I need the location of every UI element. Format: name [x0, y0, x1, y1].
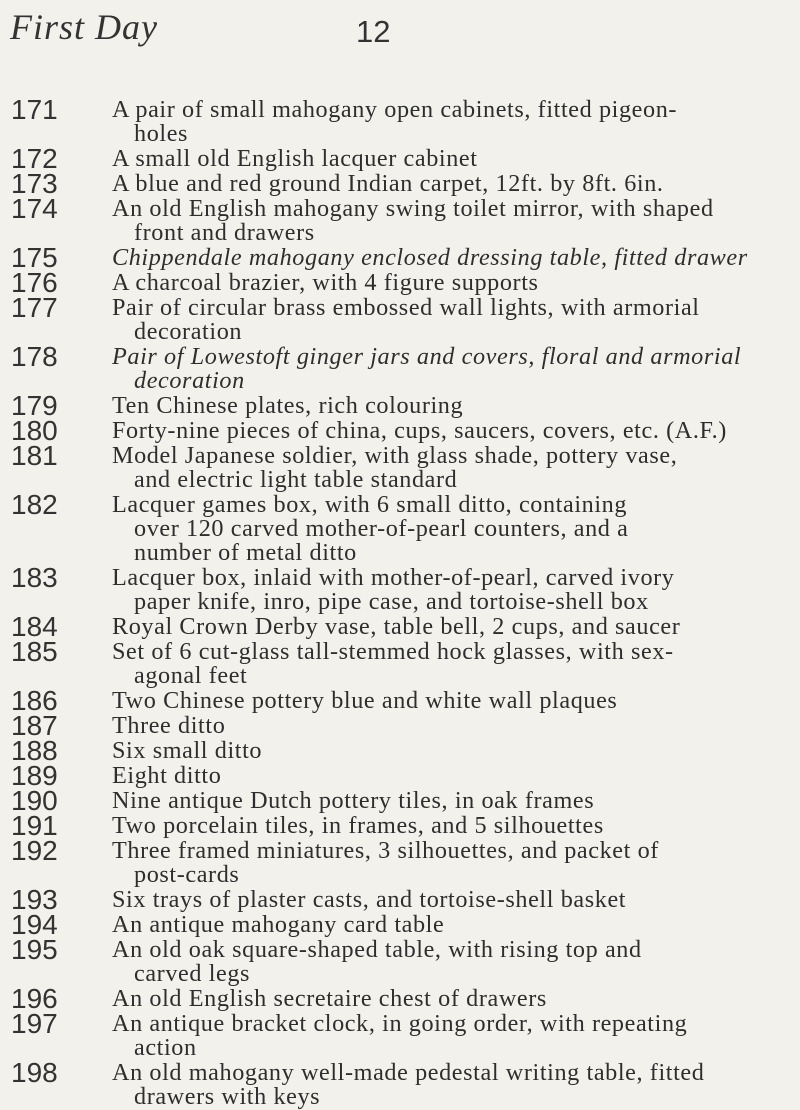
lot-description-line: front and drawers	[134, 219, 315, 246]
lot-description-line: holes	[134, 120, 189, 147]
lot-description-line: carved legs	[134, 960, 251, 987]
page-title: First Day	[10, 7, 158, 47]
lot-description	[112, 566, 792, 614]
lot-number: 174	[11, 193, 58, 224]
lot-number: 187	[11, 710, 58, 741]
lot-number: 179	[11, 390, 58, 421]
lot-description-line: action	[134, 1034, 197, 1061]
lot-entry	[0, 710, 800, 741]
lot-description	[112, 764, 792, 788]
lot-entry	[0, 785, 800, 816]
lot-description	[112, 615, 792, 639]
lot-number: 171	[11, 94, 58, 125]
lot-entry	[0, 909, 800, 940]
lot-entry	[0, 983, 800, 1014]
lot-entry	[0, 1057, 800, 1110]
lot-description	[112, 444, 792, 492]
lot-number: 192	[11, 835, 58, 866]
lot-description-line: An antique mahogany card table	[112, 911, 445, 938]
lot-description-line: An old mahogany well-made pedestal writing table, fitted	[112, 1059, 705, 1086]
lot-description	[112, 814, 792, 838]
lot-description	[112, 689, 792, 713]
lot-description-line: decoration	[134, 367, 245, 394]
lot-entry	[0, 292, 800, 345]
lot-entry	[0, 562, 800, 615]
lot-number: 197	[11, 1008, 58, 1039]
lot-number: 191	[11, 810, 58, 841]
lot-description-line: Three framed miniatures, 3 silhouettes, and packet of	[112, 837, 659, 864]
lot-description-line: A small old English lacquer cabinet	[112, 145, 478, 172]
lot-description	[112, 888, 792, 912]
lot-number: 173	[11, 168, 58, 199]
lot-description-line: Eight ditto	[112, 762, 222, 789]
lot-entry	[0, 267, 800, 298]
lot-description-line: Two Chinese pottery blue and white wall plaques	[112, 687, 618, 714]
lot-description	[112, 913, 792, 937]
lot-number: 184	[11, 611, 58, 642]
lot-entry	[0, 193, 800, 246]
lot-description	[112, 98, 792, 146]
lot-entry	[0, 636, 800, 689]
lot-description-line: An old English secretaire chest of drawers	[112, 985, 547, 1012]
lot-description	[112, 493, 792, 565]
lot-description-line: Pair of circular brass embossed wall lights, with armorial	[112, 294, 700, 321]
lot-description-line: Six trays of plaster casts, and tortoise-shell basket	[112, 886, 627, 913]
lot-description-line: Three ditto	[112, 712, 226, 739]
lot-description	[112, 640, 792, 688]
lot-description-line: Model Japanese soldier, with glass shade, pottery vase,	[112, 442, 678, 469]
lot-description	[112, 197, 792, 245]
lot-entry	[0, 611, 800, 642]
lot-number: 175	[11, 242, 58, 273]
lot-description	[112, 987, 792, 1011]
lot-number: 196	[11, 983, 58, 1014]
lot-description	[112, 246, 792, 270]
lot-entry	[0, 242, 800, 273]
lot-description-line: Nine antique Dutch pottery tiles, in oak frames	[112, 787, 595, 814]
lot-entry	[0, 884, 800, 915]
lot-number: 189	[11, 760, 58, 791]
lot-description	[112, 419, 792, 443]
lot-description-line: post-cards	[134, 861, 240, 888]
lot-number: 178	[11, 341, 58, 372]
lot-number: 188	[11, 735, 58, 766]
lot-description-line: Lacquer box, inlaid with mother-of-pearl, carved ivory	[112, 564, 675, 591]
lot-entry	[0, 835, 800, 888]
lot-entry	[0, 760, 800, 791]
lot-number: 176	[11, 267, 58, 298]
lot-description-line: paper knife, inro, pipe case, and tortoise-shell box	[134, 588, 649, 615]
lot-description-line: An old oak square-shaped table, with rising top and	[112, 936, 642, 963]
lot-entry	[0, 390, 800, 421]
page-number: 12	[356, 14, 391, 49]
lot-entry	[0, 735, 800, 766]
lot-description	[112, 938, 792, 986]
lot-description	[112, 1061, 792, 1109]
lot-number: 172	[11, 143, 58, 174]
lot-description-line: drawers with keys	[134, 1083, 321, 1110]
lot-description-line: Lacquer games box, with 6 small ditto, containing	[112, 491, 628, 518]
lot-entry	[0, 415, 800, 446]
lot-description-line: An antique bracket clock, in going order, with repeating	[112, 1010, 688, 1037]
lot-number: 177	[11, 292, 58, 323]
lot-description-line: Royal Crown Derby vase, table bell, 2 cups, and saucer	[112, 613, 681, 640]
lot-description-line: Chippendale mahogany enclosed dressing table, fitted drawer	[112, 244, 748, 271]
lot-description	[112, 296, 792, 344]
lot-number: 183	[11, 562, 58, 593]
lot-number: 182	[11, 489, 58, 520]
lot-number: 194	[11, 909, 58, 940]
lot-description	[112, 345, 792, 393]
lot-number: 181	[11, 440, 58, 471]
lot-description	[112, 271, 792, 295]
lot-number: 185	[11, 636, 58, 667]
lot-description-line: A pair of small mahogany open cabinets, fitted pigeon-	[112, 96, 678, 123]
lot-description-line: An old English mahogany swing toilet mirror, with shaped	[112, 195, 714, 222]
lot-description-line: Forty-nine pieces of china, cups, saucers, covers, etc. (A.F.)	[112, 417, 727, 444]
lot-entry	[0, 168, 800, 199]
lot-description	[112, 1012, 792, 1060]
lot-description	[112, 839, 792, 887]
lot-description-line: over 120 carved mother-of-pearl counters, and a	[134, 515, 629, 542]
lot-number: 193	[11, 884, 58, 915]
lot-description-line: and electric light table standard	[134, 466, 458, 493]
lot-description-line: Two porcelain tiles, in frames, and 5 silhouettes	[112, 812, 604, 839]
lot-description-line: agonal feet	[134, 662, 248, 689]
lot-entry	[0, 143, 800, 174]
lot-entry	[0, 489, 800, 566]
lot-description-line: decoration	[134, 318, 243, 345]
lot-number: 180	[11, 415, 58, 446]
lot-description-line: Ten Chinese plates, rich colouring	[112, 392, 464, 419]
lot-description	[112, 394, 792, 418]
lot-description-line: A blue and red ground Indian carpet, 12ft. by 8ft. 6in.	[112, 170, 664, 197]
lot-entry	[0, 94, 800, 147]
lot-description-line: A charcoal brazier, with 4 figure supports	[112, 269, 539, 296]
lot-number: 190	[11, 785, 58, 816]
lot-description	[112, 147, 792, 171]
lot-entry	[0, 440, 800, 493]
lot-description-line: number of metal ditto	[134, 539, 357, 566]
lot-number: 198	[11, 1057, 58, 1088]
lot-description	[112, 714, 792, 738]
lot-number: 186	[11, 685, 58, 716]
lot-description	[112, 789, 792, 813]
lot-entry	[0, 934, 800, 987]
lot-description	[112, 172, 792, 196]
lot-entry	[0, 341, 800, 394]
lot-description-line: Set of 6 cut-glass tall-stemmed hock glasses, with sex-	[112, 638, 674, 665]
lot-description	[112, 739, 792, 763]
lot-description-line: Pair of Lowestoft ginger jars and covers, floral and armorial	[112, 343, 742, 370]
lot-entry	[0, 810, 800, 841]
lot-description-line: Six small ditto	[112, 737, 263, 764]
lot-number: 195	[11, 934, 58, 965]
lot-entry	[0, 685, 800, 716]
lot-entry	[0, 1008, 800, 1061]
